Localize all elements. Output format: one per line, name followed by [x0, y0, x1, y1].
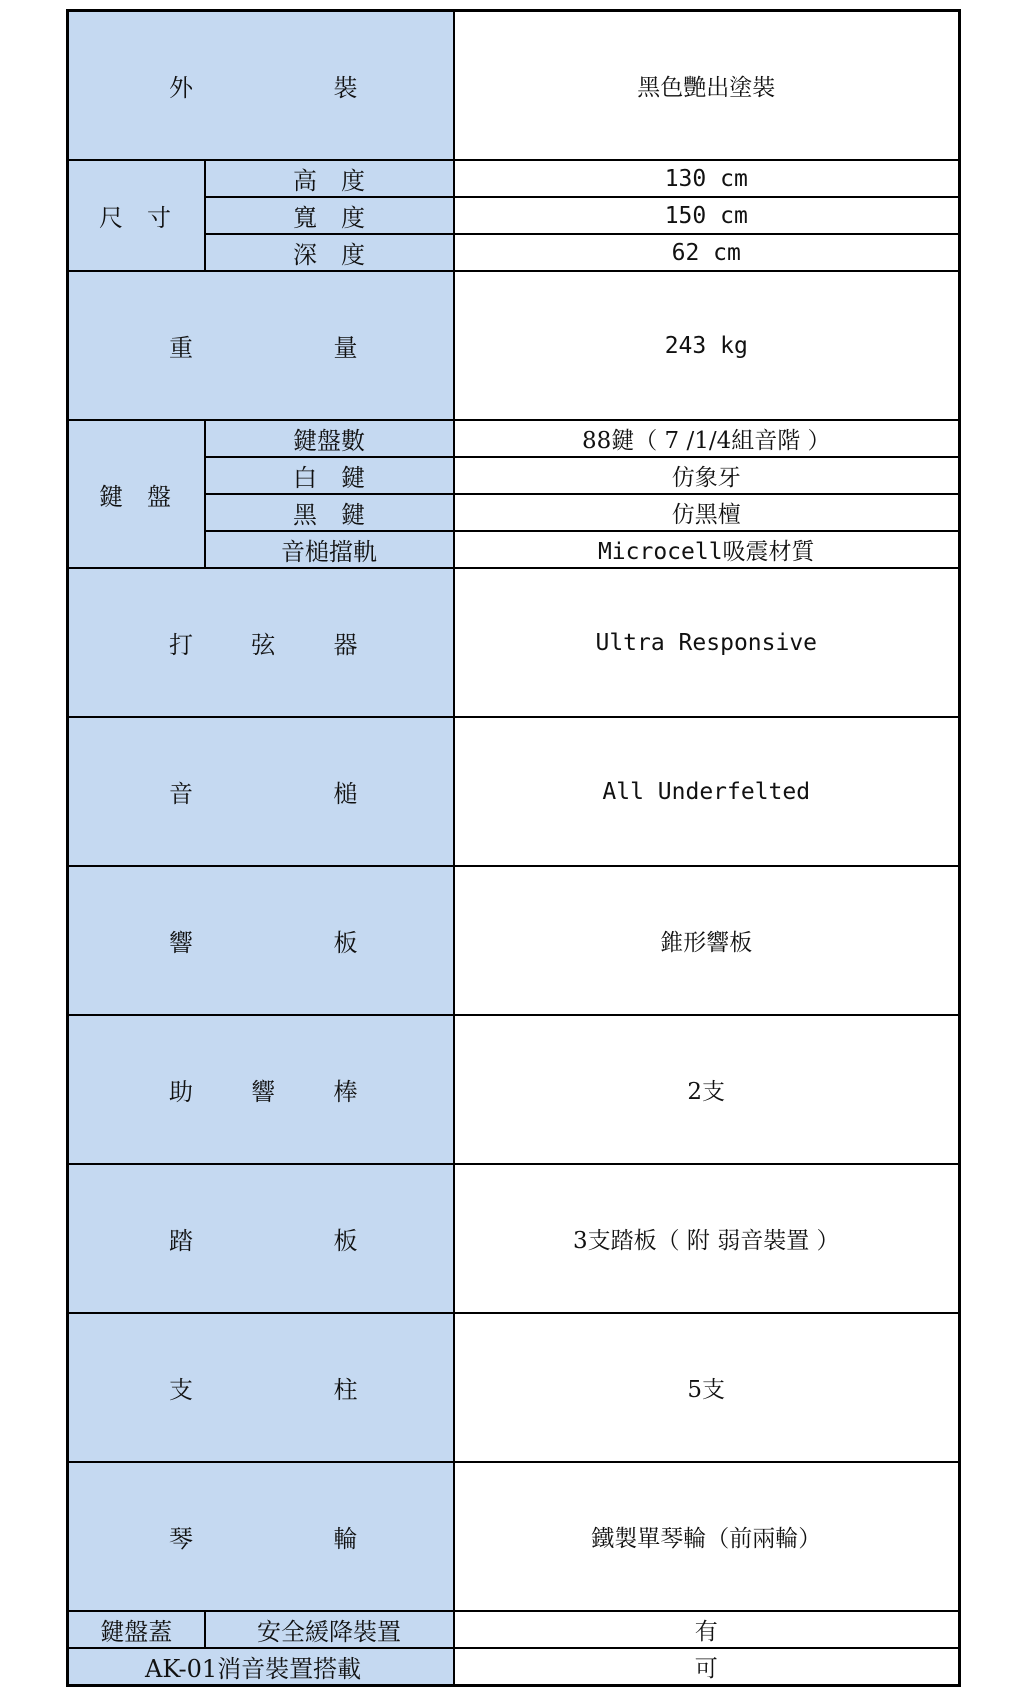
keyboard-black-label: 黑 鍵 [205, 494, 454, 531]
row-pedals [68, 1164, 960, 1313]
pedals-label-a: 踏 [169, 1227, 193, 1255]
size-height-label: 高 度 [205, 160, 454, 197]
action-value: Ultra Responsive [454, 568, 960, 717]
hammer-label-b: 槌 [333, 780, 358, 808]
row-appearance [68, 11, 960, 161]
row-fallboard [68, 1611, 960, 1648]
pedals-label [68, 1164, 454, 1313]
keyboard-white-label: 白 鍵 [205, 457, 454, 494]
row-soundboard [68, 866, 960, 1015]
action-label-c: 器 [333, 631, 358, 659]
pedals-value: 3支踏板（ 附 弱音裝置 ） [454, 1164, 960, 1313]
soundboard-label-a: 響 [169, 929, 193, 957]
silent-label: AK-01消音裝置搭載 [68, 1648, 454, 1686]
silent-value: 可 [454, 1648, 960, 1686]
size-height-value: 130 cm [454, 160, 960, 197]
posts-label [68, 1313, 454, 1462]
keyboard-white-value: 仿象牙 [454, 457, 960, 494]
hammer-label-a: 音 [169, 780, 193, 808]
size-depth-label: 深 度 [205, 234, 454, 271]
posts-label-b: 柱 [333, 1376, 358, 1404]
fallboard-label: 鍵盤蓋 [68, 1611, 205, 1648]
row-keyboard-keys [68, 420, 960, 457]
pedals-label-b: 板 [333, 1227, 358, 1255]
size-label: 尺 寸 [68, 160, 205, 271]
soundboard-label-b: 板 [333, 929, 358, 957]
weight-value: 243 kg [454, 271, 960, 420]
keyboard-hammer-rail-value: Microcell吸震材質 [454, 531, 960, 568]
appearance-label [68, 11, 454, 161]
size-width-value: 150 cm [454, 197, 960, 234]
fallboard-value: 有 [454, 1611, 960, 1648]
weight-label [68, 271, 454, 420]
action-label [68, 568, 454, 717]
row-silent [68, 1648, 960, 1686]
row-posts [68, 1313, 960, 1462]
weight-label-a: 重 [169, 334, 193, 362]
appearance-label-a: 外 [169, 74, 193, 102]
keyboard-keys-label: 鍵盤數 [205, 420, 454, 457]
keyboard-keys-value: 88鍵（ 7 /1/4組音階 ） [454, 420, 960, 457]
posts-value: 5支 [454, 1313, 960, 1462]
soundboard-value: 錐形響板 [454, 866, 960, 1015]
casters-label-b: 輪 [333, 1525, 358, 1553]
row-size-height [68, 160, 960, 197]
ribs-label [68, 1015, 454, 1164]
row-hammer [68, 717, 960, 866]
spec-table [66, 9, 961, 1687]
keyboard-label: 鍵 盤 [68, 420, 205, 568]
fallboard-sublabel: 安全緩降裝置 [205, 1611, 454, 1648]
casters-label-a: 琴 [169, 1525, 193, 1553]
action-label-a: 打 [169, 631, 193, 659]
row-ribs [68, 1015, 960, 1164]
row-action [68, 568, 960, 717]
ribs-value: 2支 [454, 1015, 960, 1164]
casters-label [68, 1462, 454, 1611]
weight-label-b: 量 [333, 334, 358, 362]
hammer-label [68, 717, 454, 866]
keyboard-hammer-rail-label: 音槌擋軌 [205, 531, 454, 568]
soundboard-label [68, 866, 454, 1015]
ribs-label-c: 棒 [333, 1078, 358, 1106]
row-casters [68, 1462, 960, 1611]
size-width-label: 寬 度 [205, 197, 454, 234]
size-depth-value: 62 cm [454, 234, 960, 271]
appearance-value: 黑色艷出塗裝 [454, 11, 960, 161]
row-weight [68, 271, 960, 420]
posts-label-a: 支 [169, 1376, 193, 1404]
casters-value: 鐵製單琴輪（前兩輪） [454, 1462, 960, 1611]
ribs-label-a: 助 [169, 1078, 193, 1106]
appearance-label-b: 裝 [333, 74, 358, 102]
hammer-value: All Underfelted [454, 717, 960, 866]
keyboard-black-value: 仿黑檀 [454, 494, 960, 531]
action-label-b: 弦 [251, 631, 276, 659]
ribs-label-b: 響 [251, 1078, 276, 1106]
